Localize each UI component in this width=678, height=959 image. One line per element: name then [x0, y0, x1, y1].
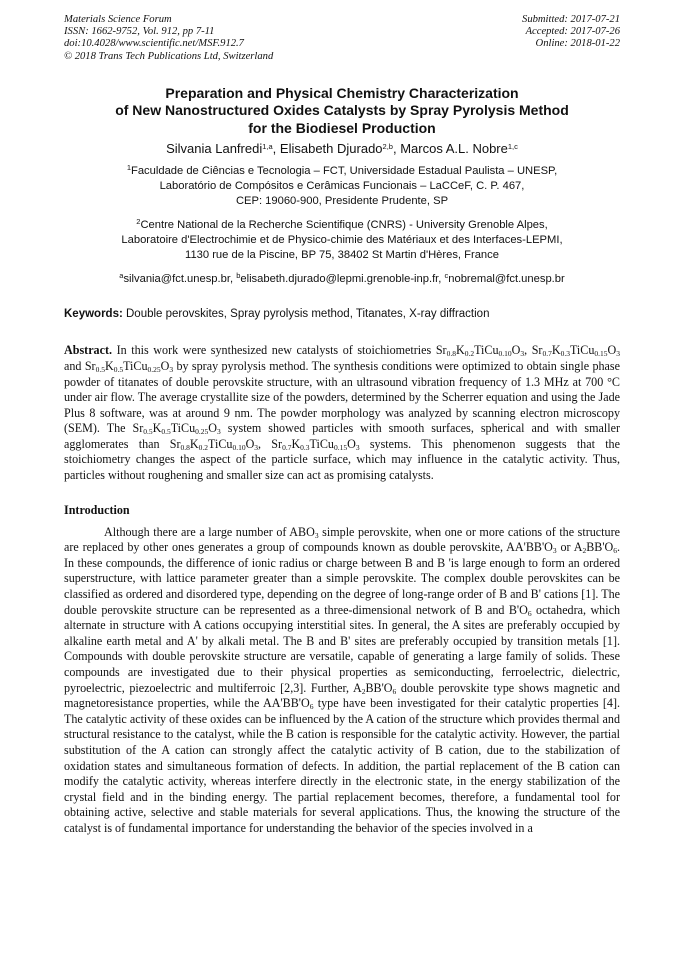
email-c-sup: c — [444, 271, 449, 281]
subscript: 0.8 — [180, 442, 190, 452]
subscript: 0.7 — [542, 349, 552, 359]
subscript: 3 — [217, 427, 221, 437]
introduction-paragraph — [64, 525, 620, 837]
subscript: 0.7 — [282, 442, 292, 452]
page-header — [64, 14, 620, 63]
abstract-label: Abstract. — [64, 343, 113, 358]
subscript: 0.5 — [113, 364, 124, 374]
abstract-text: by spray pyrolysis method. The synthesis conditions were optimized to obtain single phase powder of titanates of double perovskite structure, with an ultrasound vibration frequency of 1.3 MHz at 700 °C under air flow. The average crystallite size of the powders, determined by the Scherrer equation and using the Jade Plus 8 software, was at around 9 nm. The powder morphology was analyzed by scanning electron microscopy (SEM). The Sr — [64, 358, 620, 436]
subscript: 0.15 — [333, 442, 348, 452]
abstract-text: O — [208, 421, 218, 436]
keywords-text: Double perovskites, Spray pyrolysis method, Titanates, X-ray diffraction — [122, 308, 490, 321]
aff-1-line-2: Laboratório de Compósitos e Cerâmicas Funcionais – LaCCeF, C. P. 467, — [159, 180, 525, 193]
author-3: Marcos A.L. Nobre — [400, 141, 508, 157]
aff-2-line-2: Laboratoire d'Electrochimie et de Physico-chimie des Matériaux et des Interfaces-LEPMI, — [121, 234, 563, 247]
abstract-text: TiCu — [569, 343, 595, 358]
author-1-sup: 1,a — [262, 142, 273, 152]
abstract-text: TiCu — [208, 436, 233, 451]
intro-text: . In these compounds, the difference of ionic radius or charge between B and B 'is large enough to form an ordered superstructure, with lattice parameter greater than a simple perovskite. The complex double perovskites can be classified as ordered and disordered type, depending on the degree of long-range order of B and B' cations [1]. The double perovskite structure can be represented as a three-dimensional network of B and B'O — [64, 540, 621, 617]
subscript: 0.5 — [161, 427, 171, 437]
accepted-date: Accepted: 2017-07-26 — [525, 26, 620, 38]
intro-text: or A — [556, 540, 583, 555]
abstract-text: TiCu — [309, 436, 334, 451]
subscript: 0.10 — [232, 442, 246, 452]
subscript: 0.25 — [147, 364, 161, 374]
author-3-sup: 1,c — [507, 142, 518, 152]
paper-title — [64, 85, 620, 138]
submitted-date: Submitted: 2017-07-21 — [522, 14, 620, 25]
subscript: 3 — [616, 349, 620, 359]
affiliation-1 — [64, 164, 620, 209]
abstract-text: K — [152, 421, 162, 436]
abstract — [64, 343, 620, 483]
abstract-text: , Sr — [524, 343, 543, 358]
keywords — [64, 307, 620, 322]
subscript: 2 — [582, 546, 587, 556]
abstract-text: and Sr — [64, 358, 96, 373]
email-a-sup: a — [119, 271, 124, 281]
subscript: 0.5 — [143, 427, 153, 437]
introduction-heading: Introduction — [64, 502, 130, 517]
intro-text: type have been investigated for their catalytic properties [4]. The catalytic activity of these oxides can be influenced by the A cation of the structure which provides thermal and structural resistance to the catalyst, while the B cation is responsible for the catalytic activity. However, the partial substitution of the A cation can strongly affect the catalytic activity of B cation, due to the stabilization of oxidation states and simultaneous formation of defects. In addition, the partial replacement of the B cation can modify the catalytic activity, whereas interfere directly in the electronic state, in the energy stabilization of the crystal field and in the binding energy. The partial replacement becomes, therefore, a fundamental tool for obtaining active, selective and stable materials for several applications. Thus, the knowing the structure of the catalyst is of fundamental importance for understanding the behavior of the species involved in a — [64, 696, 620, 835]
abstract-text: K — [291, 436, 301, 451]
aff-2-sup: 2 — [136, 217, 141, 227]
subscript: 0.25 — [195, 427, 209, 437]
subscript: 3 — [254, 442, 259, 452]
subscript: 0.5 — [95, 364, 105, 374]
aff-2-line-3: 1130 rue de la Piscine, BP 75, 38402 St Martin d'Hères, France — [185, 249, 499, 262]
email-b[interactable]: elisabeth.djurado@lepmi.grenoble-inp.fr, — [240, 273, 445, 286]
subscript: 2 — [361, 686, 366, 696]
keywords-label: Keywords: — [64, 308, 123, 321]
affiliation-2 — [64, 218, 620, 263]
abstract-text: , Sr — [258, 436, 283, 451]
dates-info — [522, 14, 620, 63]
subscript: 0.8 — [446, 349, 456, 359]
abstract-text: K — [551, 343, 561, 358]
abstract-text: K — [189, 436, 199, 451]
subscript: 6 — [309, 702, 314, 712]
intro-text: Although there are a large number of ABO — [104, 524, 315, 539]
author-list: Silvania Lanfredi$^{1,a}$, Elisabeth Djurado$^{2,b}$, Marcos A.L. Nobre$^{1,c}$ — [166, 141, 518, 157]
abstract-text: K — [104, 358, 114, 373]
abstract-text: In this work were synthesized new catalysts of stoichiometries Sr — [112, 343, 447, 358]
subscript: 0.2 — [464, 349, 475, 359]
abstract-text: K — [455, 343, 465, 358]
abstract-text: O — [160, 358, 170, 373]
email-b-sup: b — [236, 271, 241, 281]
subscript: 6 — [392, 686, 397, 696]
aff-1-line-1: Faculdade de Ciências e Tecnologia – FCT, Universidade Estadual Paulista – UNESP, — [130, 165, 558, 178]
author-2-sup: 2,b — [382, 142, 393, 152]
abstract-text: O — [607, 343, 617, 358]
title-line-1: Preparation and Physical Chemistry Characterization — [165, 84, 519, 101]
abstract-text: system showed particles with smooth surfaces, spherical and with smaller agglomerates than Sr — [64, 421, 620, 451]
abstract-text: TiCu — [123, 358, 148, 373]
journal-name: Materials Science Forum — [64, 14, 172, 25]
title-line-2: of New Nanostructured Oxides Catalysts by Spray Pyrolysis Method — [115, 102, 569, 119]
intro-text: BB'O — [586, 540, 614, 555]
email-list — [64, 272, 620, 287]
online-date: Online: 2018-01-22 — [535, 38, 620, 50]
subscript: 0.3 — [560, 349, 570, 359]
subscript: 3 — [520, 349, 525, 359]
aff-1-line-3: CEP: 19060-900, Presidente Prudente, SP — [235, 195, 449, 208]
abstract-text: TiCu — [474, 343, 499, 358]
author-2: Elisabeth Djurado — [279, 141, 383, 157]
subscript: 6 — [527, 608, 532, 618]
copyright-line: © 2018 Trans Tech Publications Ltd, Switzerland — [64, 50, 274, 62]
subscript: 3 — [314, 530, 319, 540]
abstract-text: O — [245, 436, 255, 451]
intro-text: octahedra, which alternate in structure with A cations occupying interstitial sites. In general, the A sites are preferably occupied by alkaline earth metal and A' by alkali metal. The B and B' sites are preferably occupied by transition metals [1]. Compounds with double perovskite structure are versatile, capable of generating a large family of solids. These compounds are investigated due to their physical properties as semiconducting, ferroelectric, dielectric, pyroelectric, piezoelectric and multiferroic [2,3]. Further, A — [64, 602, 620, 695]
aff-1-sup: 1 — [126, 163, 131, 173]
intro-text: double perovskite type shows magnetic and magnetoresistance properties, while the AA'BB'O — [64, 680, 620, 711]
subscript: 0.15 — [594, 349, 608, 359]
abstract-text: TiCu — [170, 421, 196, 436]
abstract-text: O — [347, 436, 356, 451]
subscript: 0.2 — [198, 442, 208, 452]
email-c[interactable]: nobremal@fct.unesp.br — [448, 273, 565, 286]
subscript: 0.10 — [498, 349, 512, 359]
title-line-3: for the Biodiesel Production — [248, 119, 436, 136]
subscript: 0.3 — [300, 442, 310, 452]
subscript: 3 — [355, 442, 360, 452]
intro-text: simple perovskite, when one or more cations of the structure are replaced by other ones generates a group of compounds known as double perovskite, AA'BB'O — [64, 524, 620, 555]
issn-line: ISSN: 1662-9752, Vol. 912, pp 7-11 — [64, 26, 215, 38]
doi-line[interactable]: doi:10.4028/www.scientific.net/MSF.912.7 — [64, 38, 244, 50]
abstract-text: systems. This phenomenon suggests that the stoichiometry changes the aspect of the particle surface, which may influence in the catalytic activity. Thus, particles without roughening and smaller size can act as promising catalysts. — [64, 436, 620, 483]
author-1: Silvania Lanfredi — [166, 141, 263, 157]
abstract-text: O — [511, 343, 521, 358]
email-a[interactable]: silvania@fct.unesp.br, — [123, 273, 237, 286]
subscript: 3 — [552, 546, 557, 556]
publication-info — [64, 14, 273, 63]
subscript: 6 — [613, 546, 617, 556]
intro-text: BB'O — [365, 680, 393, 695]
aff-2-line-1: Centre National de la Recherche Scientifique (CNRS) - University Grenoble Alpes, — [140, 219, 548, 232]
subscript: 3 — [169, 364, 174, 374]
